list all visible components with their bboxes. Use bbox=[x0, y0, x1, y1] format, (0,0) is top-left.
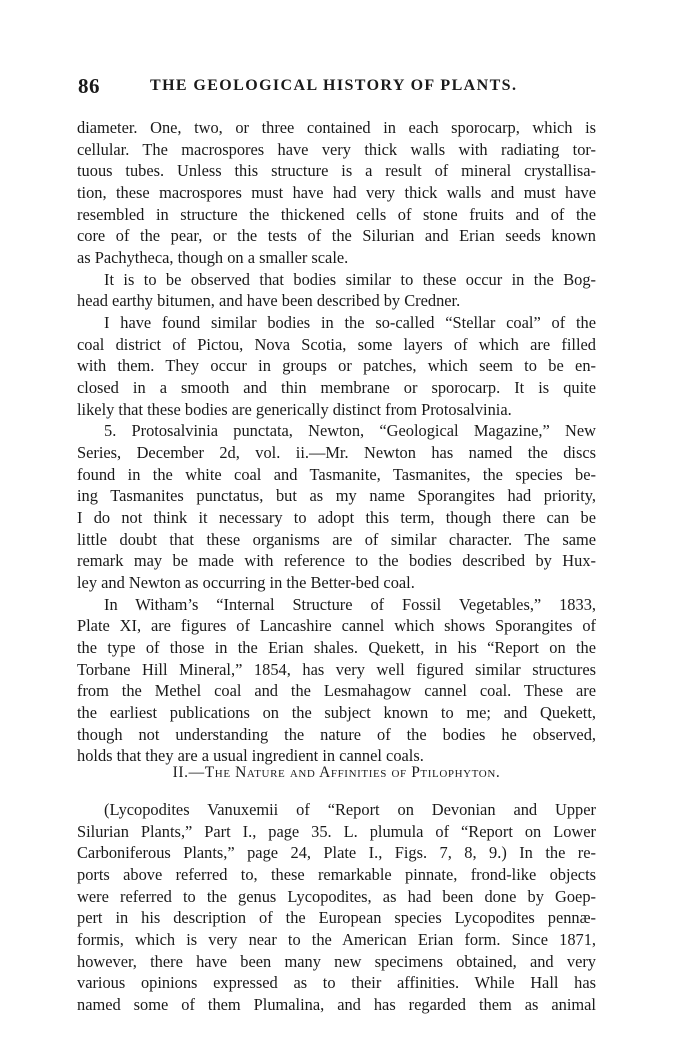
text-line: ports above referred to, these remarkable pinnate, frond-like objects bbox=[77, 865, 596, 884]
page-number: 86 bbox=[78, 74, 100, 98]
text-line: from the Methel coal and the Lesmahagow cannel coal. These are bbox=[77, 681, 596, 700]
text-line: various opinions expressed as to their affinities. While Hall has bbox=[77, 973, 596, 992]
text-line: head earthy bitumen, and have been described by Credner. bbox=[77, 291, 461, 310]
text-line: little doubt that these organisms are of similar character. The same bbox=[77, 530, 596, 549]
text-line: In Witham’s “Internal Structure of Fossil Vegetables,” 1833, bbox=[104, 595, 596, 614]
text-line: closed in a smooth and thin membrane or sporocarp. It is quite bbox=[77, 378, 596, 397]
text-line: Torbane Hill Mineral,” 1854, has very well figured similar structures bbox=[77, 660, 596, 679]
text-line: ing Tasmanites punctatus, but as my name Sporangites had priority, bbox=[77, 486, 596, 505]
text-line: I do not think it necessary to adopt this term, though there can be bbox=[77, 508, 596, 527]
text-line: were referred to the genus Lycopodites, as had been done by Goep- bbox=[77, 887, 596, 906]
text-line: Silurian Plants,” Part I., page 35. L. plumula of “Report on Lower bbox=[77, 822, 596, 841]
section-heading: II.—The Nature and Affinities of Ptilophyton. bbox=[172, 764, 501, 781]
text-line: tuous tubes. Unless this structure is a result of mineral crystallisa- bbox=[77, 161, 596, 180]
text-line: though not understanding the nature of the bodies he observed, bbox=[77, 725, 596, 744]
text-line: diameter. One, two, or three contained in each sporocarp, which is bbox=[77, 118, 596, 137]
text-line: likely that these bodies are generically distinct from Protosalvinia. bbox=[77, 400, 512, 419]
text-line: found in the white coal and Tasmanite, Tasmanites, the species be- bbox=[77, 465, 596, 484]
text-line: formis, which is very near to the American Erian form. Since 1871, bbox=[77, 930, 596, 949]
text-line: named some of them Plumalina, and has regarded them as animal bbox=[77, 995, 596, 1014]
text-line: however, there have been many new specimens obtained, and very bbox=[77, 952, 596, 971]
text-line: holds that they are a usual ingredient in cannel coals. bbox=[77, 746, 424, 765]
page-header bbox=[78, 74, 600, 102]
text-line: resembled in structure the thickened cells of stone fruits and of the bbox=[77, 205, 596, 224]
text-line: pert in his description of the European species Lycopodites pennæ- bbox=[77, 908, 596, 927]
text-line: tion, these macrospores must have had very thick walls and must have bbox=[77, 183, 596, 202]
text-line: Series, December 2d, vol. ii.—Mr. Newton has named the discs bbox=[77, 443, 596, 462]
text-line: (Lycopodites Vanuxemii of “Report on Devonian and Upper bbox=[104, 800, 596, 819]
text-line: as Pachytheca, though on a smaller scale. bbox=[77, 248, 349, 267]
text-line: the earliest publications on the subject known to me; and Quekett, bbox=[77, 703, 596, 722]
text-line: ley and Newton as occurring in the Better-bed coal. bbox=[77, 573, 415, 592]
text-line: remark may be made with reference to the bodies described by Hux- bbox=[77, 551, 596, 570]
text-line: cellular. The macrospores have very thick walls with radiating tor- bbox=[77, 140, 596, 159]
text-line: coal district of Pictou, Nova Scotia, some layers of which are filled bbox=[77, 335, 596, 354]
running-title: THE GEOLOGICAL HISTORY OF PLANTS. bbox=[150, 77, 518, 94]
text-line: core of the pear, or the tests of the Silurian and Erian seeds known bbox=[77, 226, 596, 245]
text-line: 5. Protosalvinia punctata, Newton, “Geological Magazine,” New bbox=[104, 421, 596, 440]
text-line: It is to be observed that bodies similar to these occur in the Bog- bbox=[104, 270, 596, 289]
text-line: I have found similar bodies in the so-called “Stellar coal” of the bbox=[104, 313, 596, 332]
text-line: Carboniferous Plants,” page 24, Plate I., Figs. 7, 8, 9.) In the re- bbox=[77, 843, 596, 862]
text-line: the type of those in the Erian shales. Quekett, in his “Report on the bbox=[77, 638, 596, 657]
text-line: with them. They occur in groups or patches, which seem to be en- bbox=[77, 356, 596, 375]
text-line: Plate XI, are figures of Lancashire cannel which shows Sporangites of bbox=[77, 616, 596, 635]
